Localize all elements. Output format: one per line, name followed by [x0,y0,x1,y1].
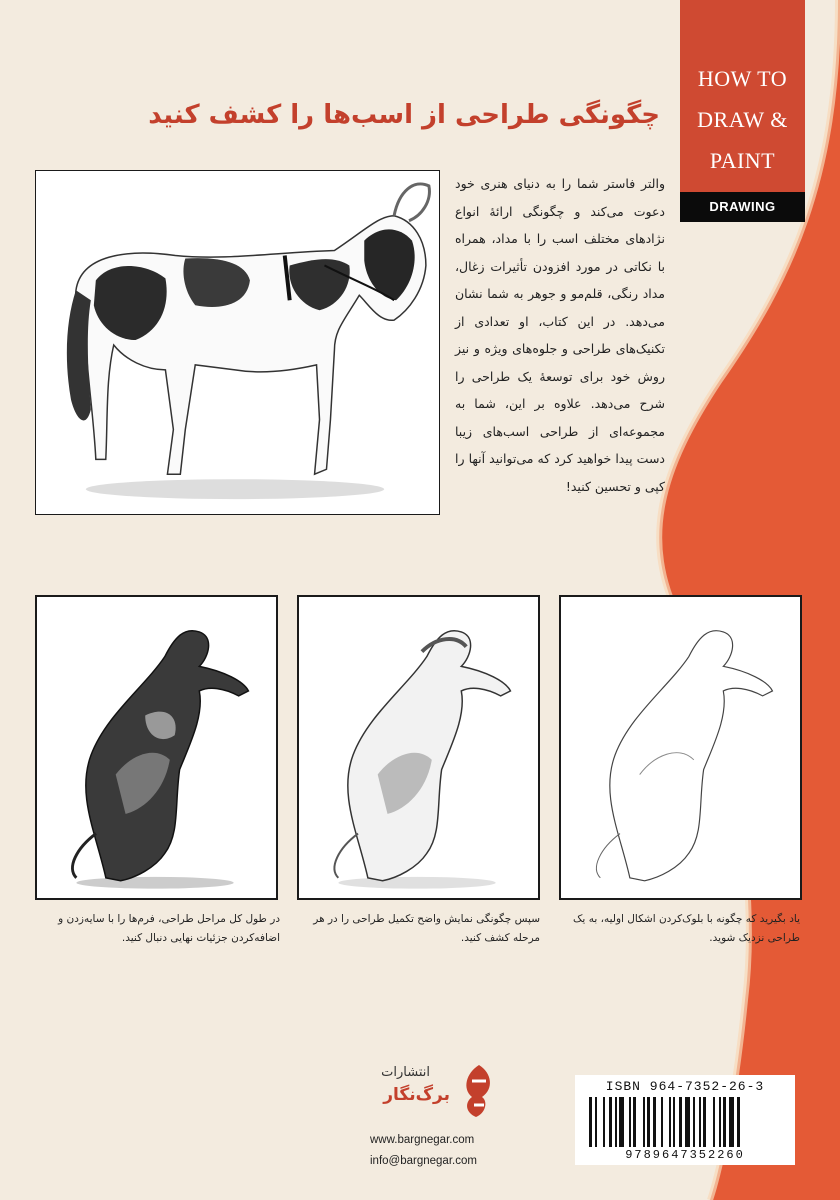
barcode-bar [615,1097,617,1147]
barcode-bar [643,1097,645,1147]
caption-step2: سپس چگونگی نمایش واضح تکمیل طراحی را در هر مرحله کشف کنید. [313,913,540,944]
publisher-logo [370,1063,500,1123]
barcode-bar [719,1097,721,1147]
barcode-bar [609,1097,612,1147]
barcode-bar [679,1097,682,1147]
publisher-line2: برگ‌نگار [383,1085,450,1105]
barcode-bar [737,1097,740,1147]
series-line-1: HOW TO [697,66,788,91]
step2-image [297,595,540,900]
barcode-bar [713,1097,715,1147]
barcode-bar [633,1097,636,1147]
barcode-bar [699,1097,701,1147]
series-box [680,0,805,222]
barcode-bars-icon [589,1097,781,1147]
series-line-2: DRAW & [697,107,788,132]
bargnegar-logo-icon [462,1063,496,1119]
barcode-bar [703,1097,706,1147]
barcode-bar [647,1097,650,1147]
barcode-bar [629,1097,631,1147]
step3-image [35,595,278,900]
barcode-bar [693,1097,695,1147]
barcode-bar [729,1097,734,1147]
rearing-horse-outline-icon [561,597,800,898]
isbn-barcode [575,1075,795,1165]
publisher-line1: انتشارات [381,1065,430,1080]
barcode-bar [595,1097,597,1147]
isbn-top-text: ISBN 964-7352-26-3 [605,1079,765,1094]
step1-image [559,595,802,900]
series-line-3: PAINT [709,148,776,173]
barcode-bar [619,1097,624,1147]
barcode-bar [723,1097,726,1147]
rearing-horse-partial-icon [299,597,538,898]
intro-paragraph: والتر فاستر شما را به دنیای هنری خود دعوت می‌کند و چگونگی ارائهٔ انواع نژادهای مختلف اسب را با مداد، همراه با نکاتی در مورد افزودن تأثیرات زغال، مداد رنگی، قلم‌مو و جوهر به شما نشان می‌دهد. در این کتاب، او تعدادی از تکنیک‌های طراحی و جلوه‌های ویژه و نیز روش خود برای توسعهٔ یک طراحی را شرح می‌دهد. علاوه بر این، شما به مجموعه‌ای از طراحی اسب‌های زیبا دست پیدا خواهید کرد که می‌توانید آنها را کپی و تحسین کنید! [455,176,665,494]
isbn-bottom-text: 9789647352260 [625,1148,745,1162]
series-label: DRAWING [680,192,805,222]
email-link[interactable]: info@bargnegar.com [370,1155,477,1167]
caption-step3: در طول کل مراحل طراحی، فرم‌ها را با سایه‌زدن و اضافه‌کردن جزئیات نهایی دنبال کنید. [58,913,280,944]
caption-step1: یاد بگیرید که چگونه با بلوک‌کردن اشکال اولیه، به یک طراحی نزدیک شوید. [573,913,800,944]
website-link[interactable]: www.bargnegar.com [370,1134,475,1146]
page-title: چگونگی طراحی از اسب‌ها را کشف کنید [148,100,660,130]
barcode-bar [669,1097,671,1147]
main-horse-image [35,170,440,515]
barcode-bar [685,1097,690,1147]
barcode-bar [653,1097,656,1147]
barcode-bar [661,1097,663,1147]
rearing-horse-shaded-icon [37,597,276,898]
publisher-contact [370,1130,477,1172]
barcode-bar [673,1097,675,1147]
barcode-bar [603,1097,605,1147]
barcode-bar [589,1097,592,1147]
pinto-horse-drawing-icon [36,171,439,514]
